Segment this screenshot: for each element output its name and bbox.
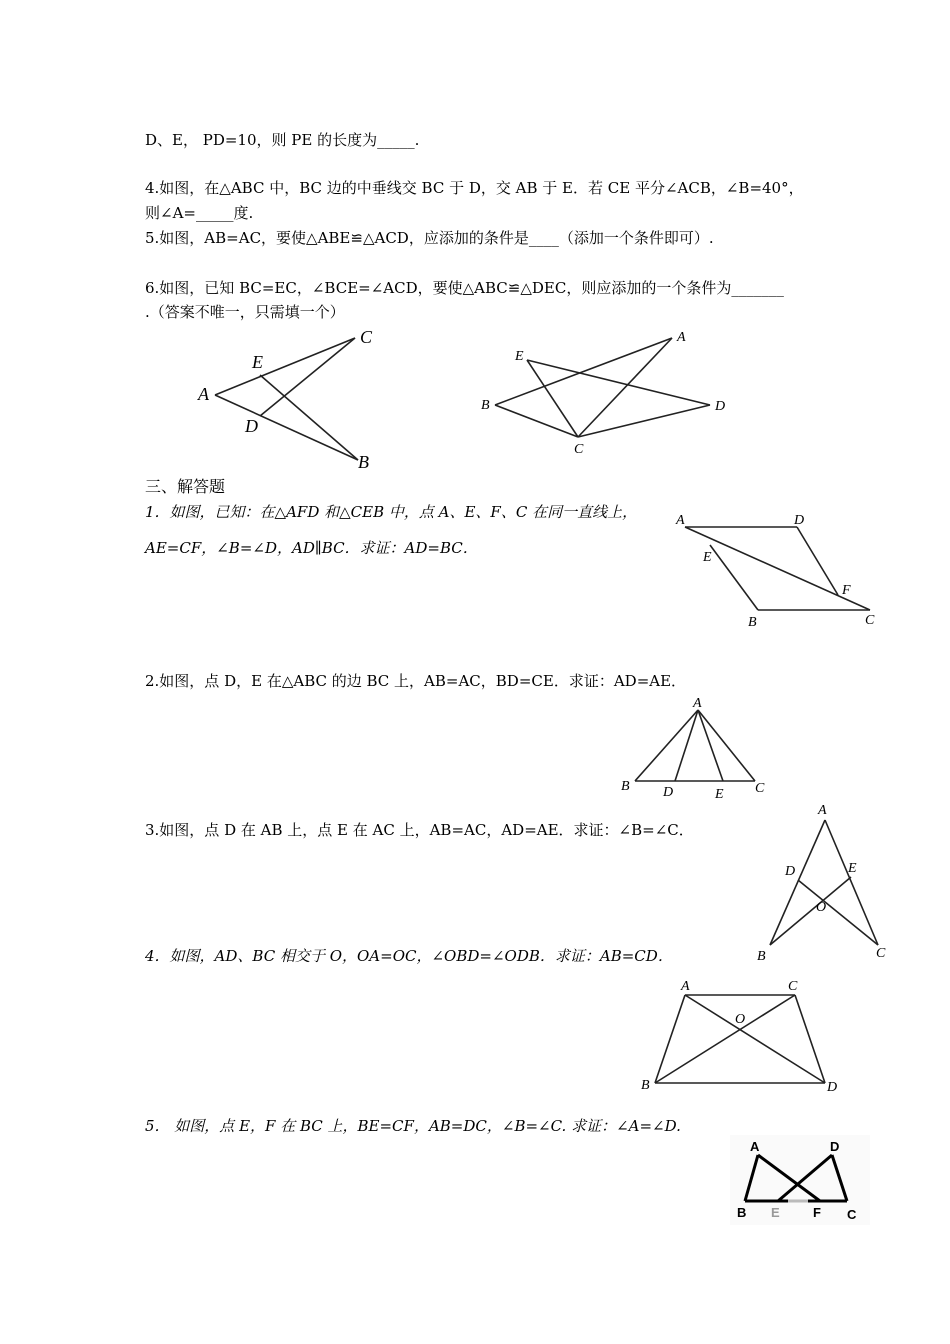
problem-1-line1: 1．如图，已知：在△AFD 和△CEB 中，点 A、E、F、C 在同一直线上， bbox=[145, 503, 638, 521]
figure-problem-4 bbox=[635, 975, 840, 1100]
question-4-line2: 则∠A=_____度. bbox=[145, 204, 254, 222]
line-pe-length: D、E， PD=10，则 PE 的长度为_____. bbox=[145, 131, 420, 149]
label-o: O bbox=[816, 900, 827, 915]
label-e: E bbox=[771, 1205, 780, 1220]
problem-2: 2.如图，点 D，E 在△ABC 的边 BC 上，AB=AC，BD=CE．求证：AD=AE． bbox=[145, 672, 687, 690]
label-b: B bbox=[641, 1078, 650, 1093]
question-4-line1: 4.如图，在△ABC 中，BC 边的中垂线交 BC 于 D，交 AB 于 E．若 CE 平分∠ACB，∠B=40°， bbox=[145, 179, 804, 197]
label-a: A bbox=[676, 513, 685, 528]
label-c: C bbox=[847, 1207, 857, 1222]
label-c: C bbox=[876, 946, 886, 961]
label-a: A bbox=[693, 696, 702, 711]
label-b: B bbox=[737, 1205, 747, 1220]
question-6-line2: .（答案不唯一，只需填一个） bbox=[145, 303, 345, 321]
figure-problem-5 bbox=[730, 1135, 870, 1225]
label-c: C bbox=[788, 979, 798, 994]
label-f: F bbox=[813, 1205, 821, 1220]
figure-q6 bbox=[475, 325, 735, 460]
label-e: E bbox=[515, 349, 524, 364]
label-e: E bbox=[848, 861, 857, 876]
label-a: A bbox=[750, 1139, 760, 1154]
label-c: C bbox=[360, 327, 373, 347]
label-c: C bbox=[755, 781, 765, 796]
label-a: A bbox=[198, 384, 209, 404]
label-a: A bbox=[818, 803, 827, 818]
label-b: B bbox=[621, 779, 630, 794]
label-b: B bbox=[748, 615, 757, 630]
problem-5: 5． 如图，点 E，F 在 BC 上，BE=CF，AB=DC，∠B=∠C. 求证：∠A=∠D. bbox=[145, 1117, 681, 1135]
label-e: E bbox=[252, 352, 263, 372]
label-b: B bbox=[481, 398, 490, 413]
question-5: 5.如图，AB=AC，要使△ABE≌△ACD，应添加的条件是____（添加一个条件即可）. bbox=[145, 229, 714, 247]
label-c: C bbox=[574, 442, 584, 457]
label-o: O bbox=[735, 1012, 746, 1027]
problem-3: 3.如图，点 D 在 AB 上，点 E 在 AC 上，AB=AC，AD=AE．求证：∠B=∠C． bbox=[145, 821, 694, 839]
label-d: D bbox=[715, 399, 726, 414]
label-d: D bbox=[830, 1139, 840, 1154]
problem-1-line2: AE=CF，∠B=∠D，AD∥BC．求证：AD=BC． bbox=[145, 539, 478, 557]
question-6-line1: 6.如图，已知 BC=EC，∠BCE=∠ACD，要使△ABC≌△DEC，则应添加的一个条件为_______ bbox=[145, 279, 784, 297]
problem-4: 4．如图，AD、BC 相交于 O，OA=OC，∠OBD=∠ODB．求证：AB=CD． bbox=[145, 947, 673, 965]
figure-problem-1 bbox=[670, 510, 885, 635]
figure-problem-2 bbox=[615, 693, 775, 801]
label-d: D bbox=[794, 513, 805, 528]
label-e: E bbox=[715, 787, 724, 802]
label-e: E bbox=[703, 550, 712, 565]
label-b: B bbox=[757, 949, 766, 964]
figure-problem-3 bbox=[750, 800, 895, 965]
label-a: A bbox=[681, 979, 690, 994]
label-d: D bbox=[827, 1080, 838, 1095]
label-b: B bbox=[358, 452, 369, 472]
label-d: D bbox=[663, 785, 674, 800]
section-heading: 三、解答题 bbox=[145, 477, 226, 496]
label-d: D bbox=[245, 416, 258, 436]
label-d: D bbox=[785, 864, 796, 879]
label-c: C bbox=[865, 613, 875, 628]
label-f: F bbox=[842, 583, 851, 598]
label-a: A bbox=[677, 330, 686, 345]
figure-q5 bbox=[190, 320, 390, 480]
